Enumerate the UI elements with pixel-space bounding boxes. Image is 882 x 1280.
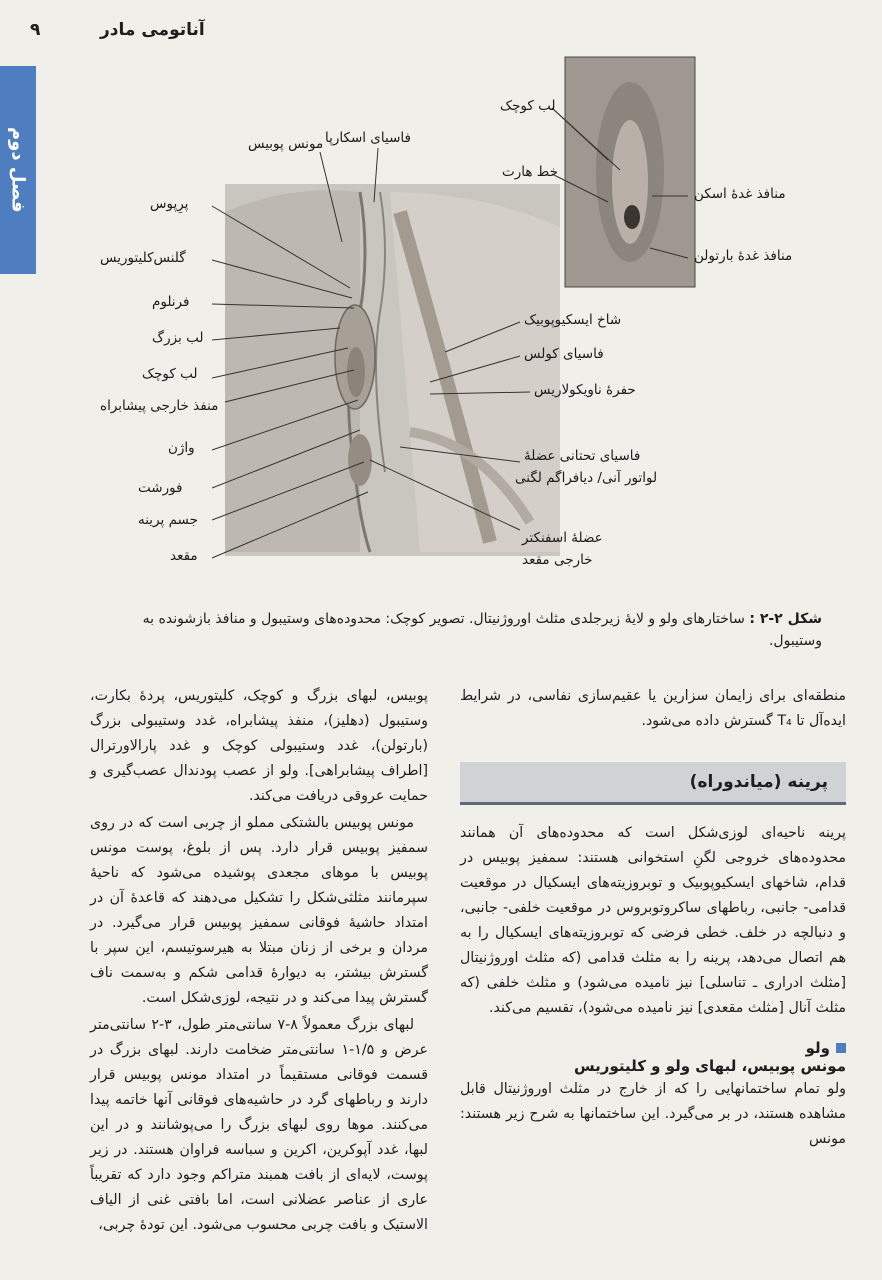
section-heading-text: پرینه (میاندوراه) bbox=[689, 772, 828, 792]
label-fourchette: فورشت bbox=[138, 480, 183, 496]
anatomy-figure bbox=[60, 52, 820, 592]
label-inset-labia-minora: لب کوچک bbox=[500, 98, 556, 114]
left-paragraph-3: لبهای بزرگ معمولاً ۸-۷ سانتی‌متر طول، ۳-۲ سانتی‌متر عرض و ۱/۵-۱ سانتی‌متر ضخامت دارند. لبهای بزرگ در قسمت فوقانی مستقیماً در امتداد مونس پوبیس قرار دارند و رباطهای گرد در حاشیه‌های فوقانی آنها خاتمه پیدا می‌کنند. موها روی لبهای بزرگ را می‌پوشانند و در این لبها، غدد آپوکرین، اکرین و سباسه فراوان هستند. در زیر پوست، لایه‌ای از بافت همبند متراکم وجود دارد که تقریباً عاری از عناصر عضلانی است، اما بافتی غنی از الیاف الاستیک و بافت چربی محسوب می‌شود. این تودهٔ چربی، bbox=[90, 1017, 428, 1233]
section-heading-perineum bbox=[460, 762, 846, 805]
label-colles: فاسیای کولس bbox=[524, 346, 604, 362]
label-ischiorectal: حفرهٔ ناویکولاریس bbox=[534, 382, 636, 398]
square-bullet-icon bbox=[836, 1043, 846, 1053]
vulva-heading bbox=[460, 1039, 846, 1057]
caption-text: ساختارهای ولو و لایهٔ زیرجلدی مثلث اوروژنیتال. تصویر کوچک: محدوده‌های وستیبول و منافذ بازشونده به وستیبول. bbox=[142, 611, 822, 649]
page-header bbox=[30, 20, 842, 48]
page-number: ۹ bbox=[30, 20, 41, 40]
label-inset-hart: خط هارت bbox=[502, 164, 558, 180]
label-labia-majora: لب بزرگ bbox=[152, 330, 204, 346]
label-sphincter-2: خارجی مقعد bbox=[522, 552, 593, 568]
right-column bbox=[460, 684, 846, 1154]
label-prepuce: پرِپوس bbox=[150, 196, 189, 212]
left-paragraph-1: پوبیس، لبهای بزرگ و کوچک، کلیتوریس، پردهٔ بکارت، وستیبول (دهلیز)، منفذ پیشابراه، غدد وستیبولی بزرگ (بارتولن)، غدد وستیبولی کوچک و غدد پاراﻻورترال [اطراف پیشابراهی]. ولو از عصب پودندال عصب‌گیری و حمایت عروقی دریافت می‌کند. bbox=[90, 688, 428, 804]
chapter-tab: فصل دوم bbox=[0, 66, 36, 274]
figure-drawing bbox=[60, 52, 820, 592]
label-vagina: واژن bbox=[168, 440, 195, 456]
vulva-paragraph: ولو تمام ساختمانهایی را که از خارج در مثلث اوروژنیتال قابل مشاهده هستند، در بر می‌گیرد. این ساختمانها به شرح زیر هستند: مونس bbox=[460, 1081, 846, 1147]
running-title: آناتومی مادر bbox=[100, 20, 205, 40]
label-levator-2: لواتور آنی/ دیافراگم لگنی bbox=[515, 470, 658, 486]
vulva-heading-text: ولو bbox=[805, 1039, 830, 1057]
label-levator-1: فاسیای تحتانی عضلهٔ bbox=[524, 448, 641, 464]
label-perineal-body: جسم پرینه bbox=[138, 512, 198, 528]
intro-paragraph: منطقه‌ای برای زایمان سزارین یا عقیم‌سازی نفاسی، در شرایط ایده‌آل تا T₄ گسترش داده می‌شود. bbox=[460, 688, 846, 729]
label-anus: مقعد bbox=[170, 548, 198, 564]
label-ischiopubic: شاخ ایسکیوپوبیک bbox=[524, 312, 622, 328]
label-inset-skene: منافذ غدهٔ اسکن bbox=[694, 186, 786, 202]
left-paragraph-2: مونس پوبیس بالشتکی مملو از چربی است که در روی سمفیز پوبیس قرار دارد. پس از بلوغ، پوست مونس پوبیس با موهای مجعدی پوشیده می‌شود که ناحیهٔ سپرمانند مثلثی‌شکل را تشکیل می‌دهند که قاعدهٔ آن در امتداد حاشیهٔ فوقانی سمفیز پوبیس قرار می‌گیرد. در مردان و برخی از زنان مبتلا به هیرسوتیسم، این سپر با گسترش بیشتر، به دیوارهٔ قدامی شکم و به‌سمت ناف گسترش پیدا می‌کند و در نتیجه، لوزی‌شکل است. bbox=[90, 815, 428, 1006]
caption-label: شکل ۲-۲ : bbox=[749, 611, 822, 627]
label-mons: مونس پوبیس bbox=[248, 136, 324, 152]
label-glans: گلنس‌کلیتوریس bbox=[100, 250, 186, 266]
label-scarpa: فاسیای اسکارپا bbox=[325, 130, 411, 146]
left-column bbox=[90, 684, 428, 1240]
label-urethra: منفذ خارجی پیشابراه bbox=[100, 398, 219, 414]
perineum-paragraph: پرینه ناحیه‌ای لوزی‌شکل است که محدوده‌های آن همانند محدوده‌های خروجی لگنِ استخوانی هستند: سمفیز پوبیس در قدام، شاخهای ایسکیوپوبیک و توبروزیته‌های ایسکیال در موقعیت قدامی- جانبی، رباطهای ساکروتوبروس در موقعیت خلفی- جانبی، و دنبالچه در خلف. خطی فرضی که توبروزیته‌های ایسکیال را به هم اتصال می‌دهد، پرینه را به مثلث قدامی (که مثلث اوروژنیتال [مثلث ادراری ـ تناسلی] نیز نامیده می‌شود) و مثلث خلفی (که مثلث آنال [مثلث مقعدی] نیز نامیده می‌شود)، تقسیم می‌کند. bbox=[460, 825, 846, 1016]
label-frenulum: فرنلوم bbox=[152, 294, 190, 310]
label-labia-minora: لب کوچک bbox=[142, 366, 198, 382]
label-sphincter-1: عضلهٔ اسفنکتر bbox=[522, 530, 603, 546]
label-inset-bartholin: منافذ غدهٔ بارتولن bbox=[694, 248, 793, 264]
figure-caption bbox=[90, 608, 822, 652]
vulva-subheading: مونس پوبیس، لبهای ولو و کلیتوریس bbox=[573, 1057, 846, 1075]
